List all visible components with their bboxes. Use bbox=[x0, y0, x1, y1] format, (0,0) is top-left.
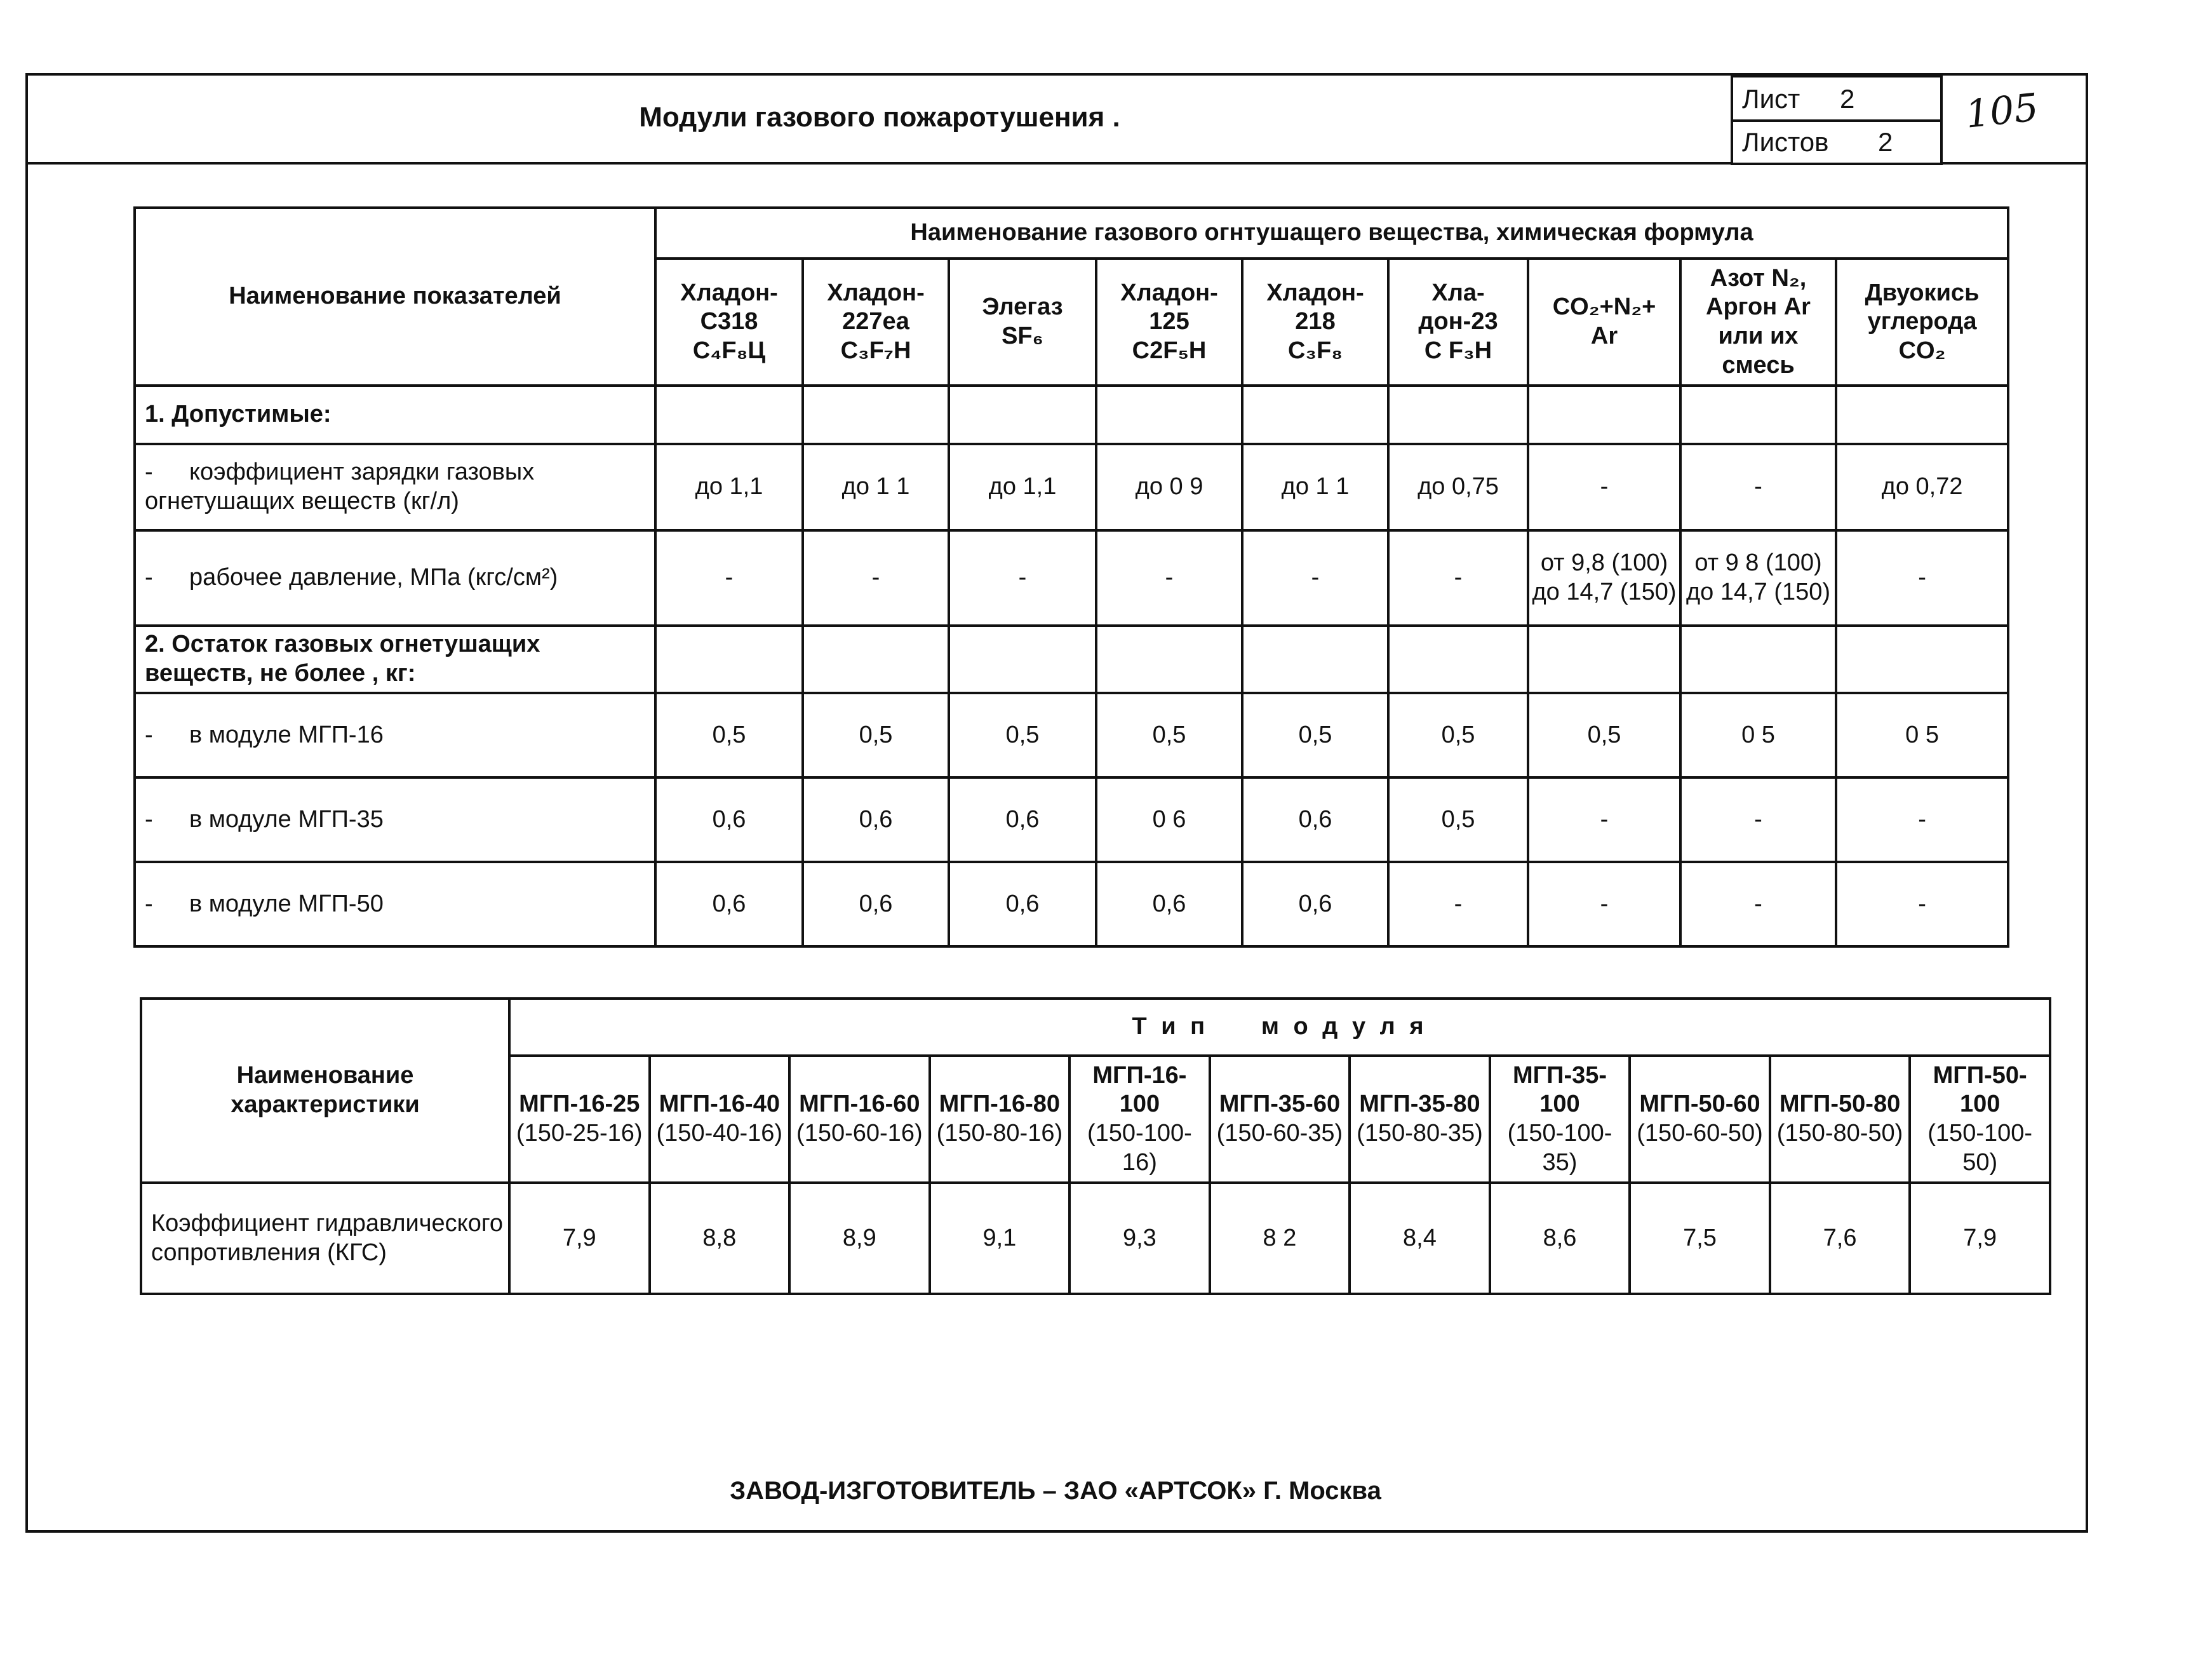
value-cell: 0,6 bbox=[803, 777, 949, 862]
row-dash: - bbox=[145, 890, 153, 917]
agent-col-header: Двуокись углерода CO₂ bbox=[1836, 259, 2008, 386]
row-label bbox=[135, 777, 655, 862]
row-label-text: в модуле МГП-50 bbox=[189, 890, 384, 917]
module-type-group-header: Т и п м о д у л я bbox=[509, 999, 2050, 1056]
module-code: (150-40-16) bbox=[656, 1120, 783, 1147]
value-cell: 0,5 bbox=[803, 693, 949, 777]
module-name: МГП-16-80 bbox=[939, 1091, 1061, 1118]
sheet-value: 2 bbox=[1840, 84, 1855, 114]
row-label bbox=[135, 444, 655, 530]
value-cell: - bbox=[1528, 777, 1680, 862]
table-row bbox=[135, 693, 2008, 777]
agent-col-header: Хладон- 227еа C₃F₇H bbox=[803, 259, 949, 386]
value-cell: - bbox=[1388, 530, 1528, 626]
value-cell: 0 5 bbox=[1836, 693, 2008, 777]
value-cell: 0,6 bbox=[655, 862, 803, 946]
extinguishing-agents-table bbox=[133, 206, 2009, 948]
value-cell: - bbox=[1680, 862, 1836, 946]
value-cell: до 1 1 bbox=[1242, 444, 1388, 530]
value-cell: до 1 1 bbox=[803, 444, 949, 530]
value-cell: 0,5 bbox=[1242, 693, 1388, 777]
section-1-title: 1. Допустимые: bbox=[135, 386, 655, 444]
agents-group-header: Наименование газового огнтушащего вещества, химическая формула bbox=[655, 208, 2008, 259]
section-row bbox=[135, 386, 2008, 444]
module-col-header bbox=[789, 1056, 930, 1183]
table-row bbox=[135, 777, 2008, 862]
table-row bbox=[135, 530, 2008, 626]
module-col-header bbox=[1069, 1056, 1210, 1183]
value-cell: 0,5 bbox=[1388, 693, 1528, 777]
value-cell: 0,6 bbox=[655, 777, 803, 862]
row-dash: - bbox=[145, 805, 153, 833]
agent-col-header: Хладон- 218 C₃F₈ bbox=[1242, 259, 1388, 386]
value-cell: - bbox=[1096, 530, 1242, 626]
value-cell: до 0,72 bbox=[1836, 444, 2008, 530]
value-cell: 0,6 bbox=[803, 862, 949, 946]
module-col-header bbox=[1490, 1056, 1630, 1183]
value-cell: - bbox=[1388, 862, 1528, 946]
page-number-stamp: 105 bbox=[1963, 85, 2041, 137]
agent-col-header: Хла- дон-23 C F₃H bbox=[1388, 259, 1528, 386]
module-code: (150-60-16) bbox=[796, 1120, 923, 1147]
value-cell: 9,1 bbox=[930, 1183, 1070, 1294]
module-code: (150-100-35) bbox=[1507, 1120, 1612, 1176]
agent-col-header: Элегаз SF₆ bbox=[949, 259, 1096, 386]
module-name: МГП-35-60 bbox=[1219, 1091, 1341, 1118]
value-cell: 7,9 bbox=[509, 1183, 650, 1294]
module-name: МГП-35-100 bbox=[1512, 1061, 1607, 1118]
value-cell: 8 2 bbox=[1210, 1183, 1350, 1294]
module-types-table bbox=[140, 997, 2051, 1295]
value-cell: до 1,1 bbox=[655, 444, 803, 530]
module-name: МГП-35-80 bbox=[1359, 1091, 1480, 1118]
module-name: МГП-50-100 bbox=[1933, 1061, 2027, 1118]
module-code: (150-80-16) bbox=[936, 1120, 1063, 1147]
module-col-header bbox=[1910, 1056, 2050, 1183]
value-cell: 7,5 bbox=[1630, 1183, 1770, 1294]
value-cell: 0,6 bbox=[1242, 777, 1388, 862]
value-cell: 8,4 bbox=[1350, 1183, 1490, 1294]
row-label-text: рабочее давление, МПа (кгс/см²) bbox=[189, 564, 558, 591]
module-code: (150-100-16) bbox=[1087, 1120, 1192, 1176]
section-row bbox=[135, 626, 2008, 693]
module-code: (150-100-50) bbox=[1927, 1120, 2033, 1176]
sheets-box bbox=[1731, 119, 1943, 165]
module-col-header bbox=[1770, 1056, 1910, 1183]
value-cell: 0,5 bbox=[655, 693, 803, 777]
manufacturer-footer: ЗАВОД-ИЗГОТОВИТЕЛЬ – ЗАО «АРТСОК» Г. Москва bbox=[730, 1477, 1381, 1505]
value-cell: 8,8 bbox=[650, 1183, 790, 1294]
value-cell: до 0,75 bbox=[1388, 444, 1528, 530]
value-cell: 0,6 bbox=[949, 777, 1096, 862]
value-cell: 0,6 bbox=[1096, 862, 1242, 946]
value-cell: - bbox=[1680, 444, 1836, 530]
value-cell: 0,6 bbox=[949, 862, 1096, 946]
value-cell: до 1,1 bbox=[949, 444, 1096, 530]
module-col-header bbox=[1630, 1056, 1770, 1183]
section-2-title: 2. Остаток газовых огнетушащих веществ, не более , кг: bbox=[135, 626, 655, 693]
row-dash: - bbox=[145, 721, 153, 748]
sheet-box bbox=[1731, 75, 1943, 124]
value-cell: 7,6 bbox=[1770, 1183, 1910, 1294]
module-col-header bbox=[509, 1056, 650, 1183]
module-code: (150-80-35) bbox=[1357, 1120, 1483, 1147]
value-cell: 8,6 bbox=[1490, 1183, 1630, 1294]
value-cell: - bbox=[655, 530, 803, 626]
module-name: МГП-50-60 bbox=[1639, 1091, 1760, 1118]
module-col-header bbox=[650, 1056, 790, 1183]
value-cell: 0 5 bbox=[1680, 693, 1836, 777]
sheets-label: Листов bbox=[1742, 127, 1829, 157]
value-cell: - bbox=[949, 530, 1096, 626]
row-dash: - bbox=[145, 564, 153, 591]
module-code: (150-60-50) bbox=[1637, 1120, 1763, 1147]
module-col-header bbox=[1210, 1056, 1350, 1183]
value-cell: - bbox=[1242, 530, 1388, 626]
page-title: Модули газового пожаротушения . bbox=[639, 102, 1120, 133]
value-cell: 0,5 bbox=[1388, 777, 1528, 862]
value-cell: 8,9 bbox=[789, 1183, 930, 1294]
value-cell: - bbox=[803, 530, 949, 626]
row-label bbox=[135, 862, 655, 946]
agent-col-header: Хладон- С318 C₄F₈Ц bbox=[655, 259, 803, 386]
table-row bbox=[135, 862, 2008, 946]
module-code: (150-60-35) bbox=[1216, 1120, 1343, 1147]
module-code: (150-80-50) bbox=[1776, 1120, 1903, 1147]
indicators-header: Наименование показателей bbox=[135, 208, 655, 386]
agent-col-header: CO₂+N₂+ Ar bbox=[1528, 259, 1680, 386]
value-cell: - bbox=[1680, 777, 1836, 862]
value-cell: - bbox=[1836, 862, 2008, 946]
value-cell: - bbox=[1836, 530, 2008, 626]
value-cell: 0,6 bbox=[1242, 862, 1388, 946]
row-label-text: в модуле МГП-16 bbox=[189, 721, 384, 748]
sheets-value: 2 bbox=[1878, 127, 1893, 157]
module-name: МГП-16-100 bbox=[1092, 1061, 1187, 1118]
row-dash: - bbox=[145, 459, 153, 486]
module-col-header bbox=[930, 1056, 1070, 1183]
row-label bbox=[135, 693, 655, 777]
row-label-text: в модуле МГП-35 bbox=[189, 805, 384, 833]
value-cell: от 9 8 (100) до 14,7 (150) bbox=[1680, 530, 1836, 626]
characteristic-header: Наименование характеристики bbox=[141, 999, 509, 1183]
value-cell: - bbox=[1528, 862, 1680, 946]
value-cell: 0,5 bbox=[1528, 693, 1680, 777]
module-name: МГП-16-25 bbox=[519, 1091, 640, 1118]
row-label bbox=[135, 530, 655, 626]
value-cell: 0,5 bbox=[949, 693, 1096, 777]
value-cell: 0 6 bbox=[1096, 777, 1242, 862]
value-cell: от 9,8 (100) до 14,7 (150) bbox=[1528, 530, 1680, 626]
row-label-text: коэффициент зарядки газовых огнетушащих веществ (кг/л) bbox=[145, 459, 535, 515]
row-label: Коэффициент гидравлического сопротивления (КГС) bbox=[141, 1183, 509, 1294]
agent-col-header: Азот N₂, Аргон Ar или их смесь bbox=[1680, 259, 1836, 386]
agent-col-header: Хладон- 125 C2F₅H bbox=[1096, 259, 1242, 386]
value-cell: до 0 9 bbox=[1096, 444, 1242, 530]
value-cell: 7,9 bbox=[1910, 1183, 2050, 1294]
table-row bbox=[141, 1183, 2050, 1294]
module-name: МГП-50-80 bbox=[1779, 1091, 1901, 1118]
value-cell: 0,5 bbox=[1096, 693, 1242, 777]
module-name: МГП-16-40 bbox=[659, 1091, 780, 1118]
table-row bbox=[135, 444, 2008, 530]
sheet-label: Лист bbox=[1742, 84, 1800, 114]
value-cell: - bbox=[1528, 444, 1680, 530]
module-code: (150-25-16) bbox=[516, 1120, 643, 1147]
value-cell: - bbox=[1836, 777, 2008, 862]
module-name: МГП-16-60 bbox=[799, 1091, 920, 1118]
value-cell: 9,3 bbox=[1069, 1183, 1210, 1294]
module-col-header bbox=[1350, 1056, 1490, 1183]
